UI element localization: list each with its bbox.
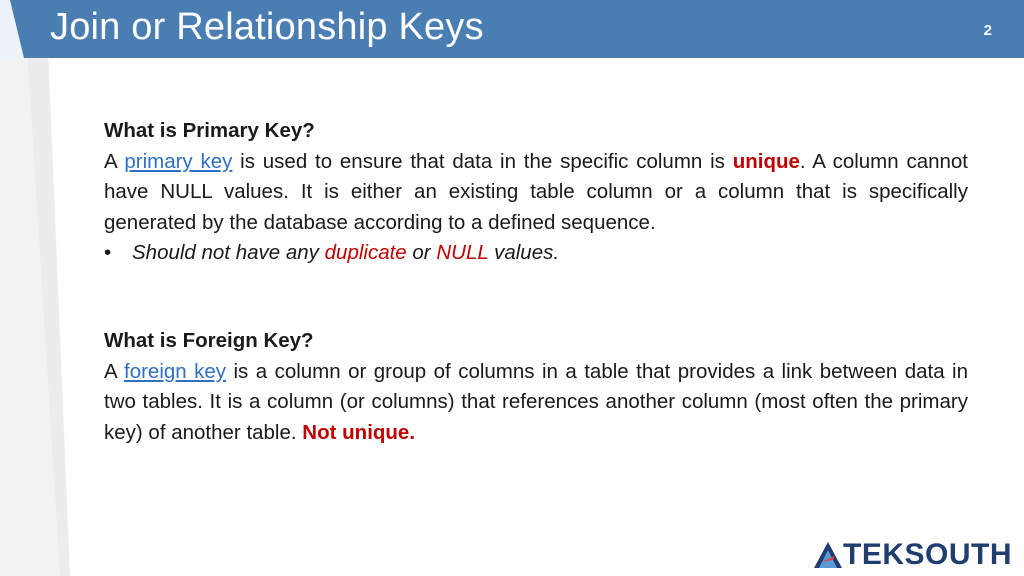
foreign-key-paragraph	[104, 357, 968, 449]
text: . A column cannot have NULL values. It is either an existing table column or a column that is specifically generated by the database according to a defined sequence.	[104, 149, 968, 234]
logo-text: TEKSOUTH	[843, 538, 1012, 571]
foreign-key-link[interactable]: foreign key	[124, 359, 227, 383]
foreign-key-heading: What is Foreign Key?	[104, 329, 314, 352]
not-unique-emphasis: Not unique.	[302, 420, 416, 444]
primary-key-heading: What is Primary Key?	[104, 119, 315, 142]
logo-mark-icon	[813, 540, 843, 570]
primary-key-paragraph	[104, 147, 968, 239]
text: is a column or group of columns in a table that provides a link between data in two tables. It is a column (or columns) that references another column (most often the primary key) of another table.	[104, 359, 968, 444]
unique-emphasis: unique	[732, 149, 800, 173]
bullet-dot: •	[104, 241, 112, 264]
primary-key-link[interactable]: primary key	[124, 149, 233, 173]
text: A	[104, 359, 117, 383]
text: Should not have any	[132, 241, 319, 264]
bullet-text	[132, 238, 559, 269]
text: values.	[494, 241, 560, 264]
duplicate-emphasis: duplicate	[324, 241, 407, 264]
page-number: 2	[983, 22, 992, 39]
text: A	[104, 149, 117, 173]
teksouth-logo	[813, 538, 1012, 572]
list-item	[104, 238, 968, 269]
null-emphasis: NULL	[436, 241, 489, 264]
text: is used to ensure that data in the specific column is	[240, 149, 725, 173]
text: or	[412, 241, 431, 264]
foreign-key-section	[104, 326, 968, 448]
primary-key-section	[104, 116, 968, 269]
page-title: Join or Relationship Keys	[50, 6, 484, 48]
header-corner	[0, 0, 40, 58]
